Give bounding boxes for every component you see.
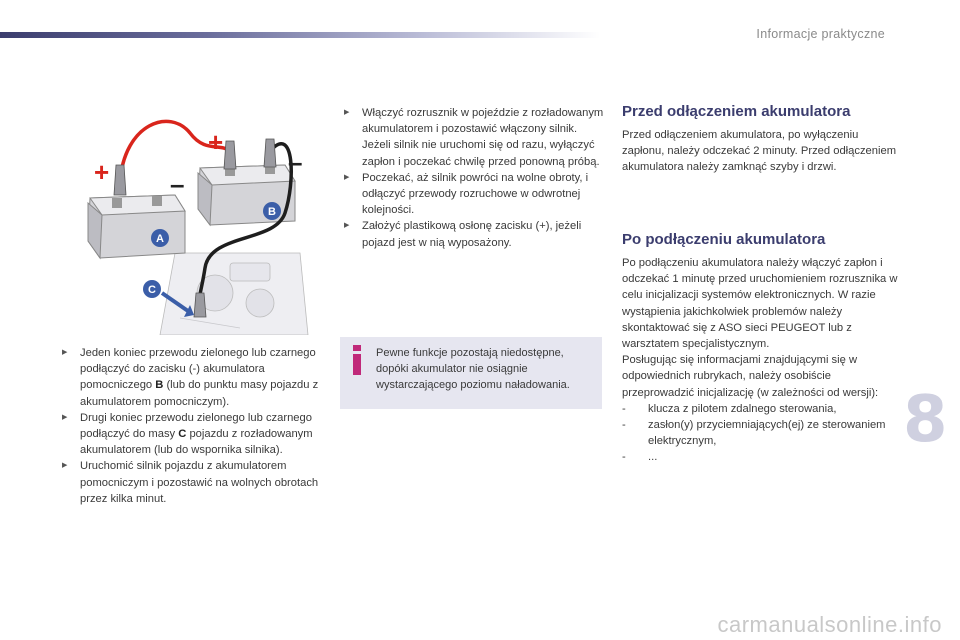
list-item: ▶ Założyć plastikową osłonę zacisku (+), jeżeli pojazd jest w nią wyposażony. [340,218,605,250]
plus-sign-a: + [94,157,110,187]
initialization-list [622,401,902,466]
battery-b [198,164,295,225]
paragraph-before-disconnect: Przed odłączeniem akumulatora, po wyłączeniu zapłonu, należy odczekać 2 minuty. Przed odłączeniem akumulatora należy zamknąć szyby i drzwi. [622,129,897,174]
info-box [340,337,602,409]
info-text: Pewne funkcje pozostają niedostępne, dopóki akumulator nie osiągnie wystarczającego poziomu naładowania. [376,347,570,391]
engine-area [160,253,308,335]
label-a: A [156,233,164,245]
plus-sign-b: + [208,127,224,157]
list-item: ▶ Drugi koniec przewodu zielonego lub czarnego podłączyć do masy C pojazdu z rozładowanym akumulatorem (lub do wspornika silnika). [58,410,320,459]
label-b: B [268,206,276,218]
battery-a [88,195,185,258]
list-item: - klucza z pilotem zdalnego sterowania, [622,401,902,417]
section-title: Informacje praktyczne [756,27,885,41]
middle-instructions [340,105,605,251]
section-after-connect [622,255,902,466]
header-bar [0,32,600,38]
paragraph-initialization: Posługując się informacjami znajdującymi się w odpowiednich rubrykach, należy osobiście przeprowadzić inicjalizację (w zależności od wersji): [622,354,879,399]
list-item: - zasłon(y) przyciemniających(ej) ze sterowaniem elektrycznym, [622,417,902,449]
list-item: ▶ Jeden koniec przewodu zielonego lub czarnego podłączyć do zacisku (-) akumulatora pomocniczego B (lub do punktu masy pojazdu z akumulatorem pomocniczym). [58,345,320,410]
list-item: ▶ Włączyć rozrusznik w pojeździe z rozładowanym akumulatorem i pozostawić włączony silnik. Jeżeli silnik nie uruchomi się od razu, wyłączyć zapłon i poczekać chwilę przed ponowną próbą. [340,105,605,170]
info-icon [350,345,364,375]
heading-after-connect: Po podłączeniu akumulatora [622,231,826,248]
minus-sign-b: – [288,147,303,177]
chapter-number: 8 [903,383,948,457]
paragraph-after-connect: Po podłączeniu akumulatora należy włączyć zapłon i odczekać 1 minutę przed uruchomieniem rozrusznika w celu inicjalizacji systemów elektronicznych. W razie wystąpienia jakichkolwiek problemów należy skontaktować się z ASO sieci PEUGEOT lub z warsztatem specjalistycznym. [622,257,898,351]
watermark: carmanualsonline.info [717,612,942,637]
label-c: C [148,284,156,296]
minus-sign-a: – [170,169,185,199]
list-item: ▶ Uruchomić silnik pojazdu z akumulatorem pomocniczym i pozostawić na wolnych obrotach przez kilka minut. [58,458,320,507]
left-instructions [58,345,320,507]
list-item: - ... [622,449,902,465]
heading-before-disconnect: Przed odłączeniem akumulatora [622,103,851,120]
list-item: ▶ Poczekać, aż silnik powróci na wolne obroty, i odłączyć przewody rozruchowe w odwrotnej kolejności. [340,170,605,219]
jump-start-illustration [80,103,310,335]
